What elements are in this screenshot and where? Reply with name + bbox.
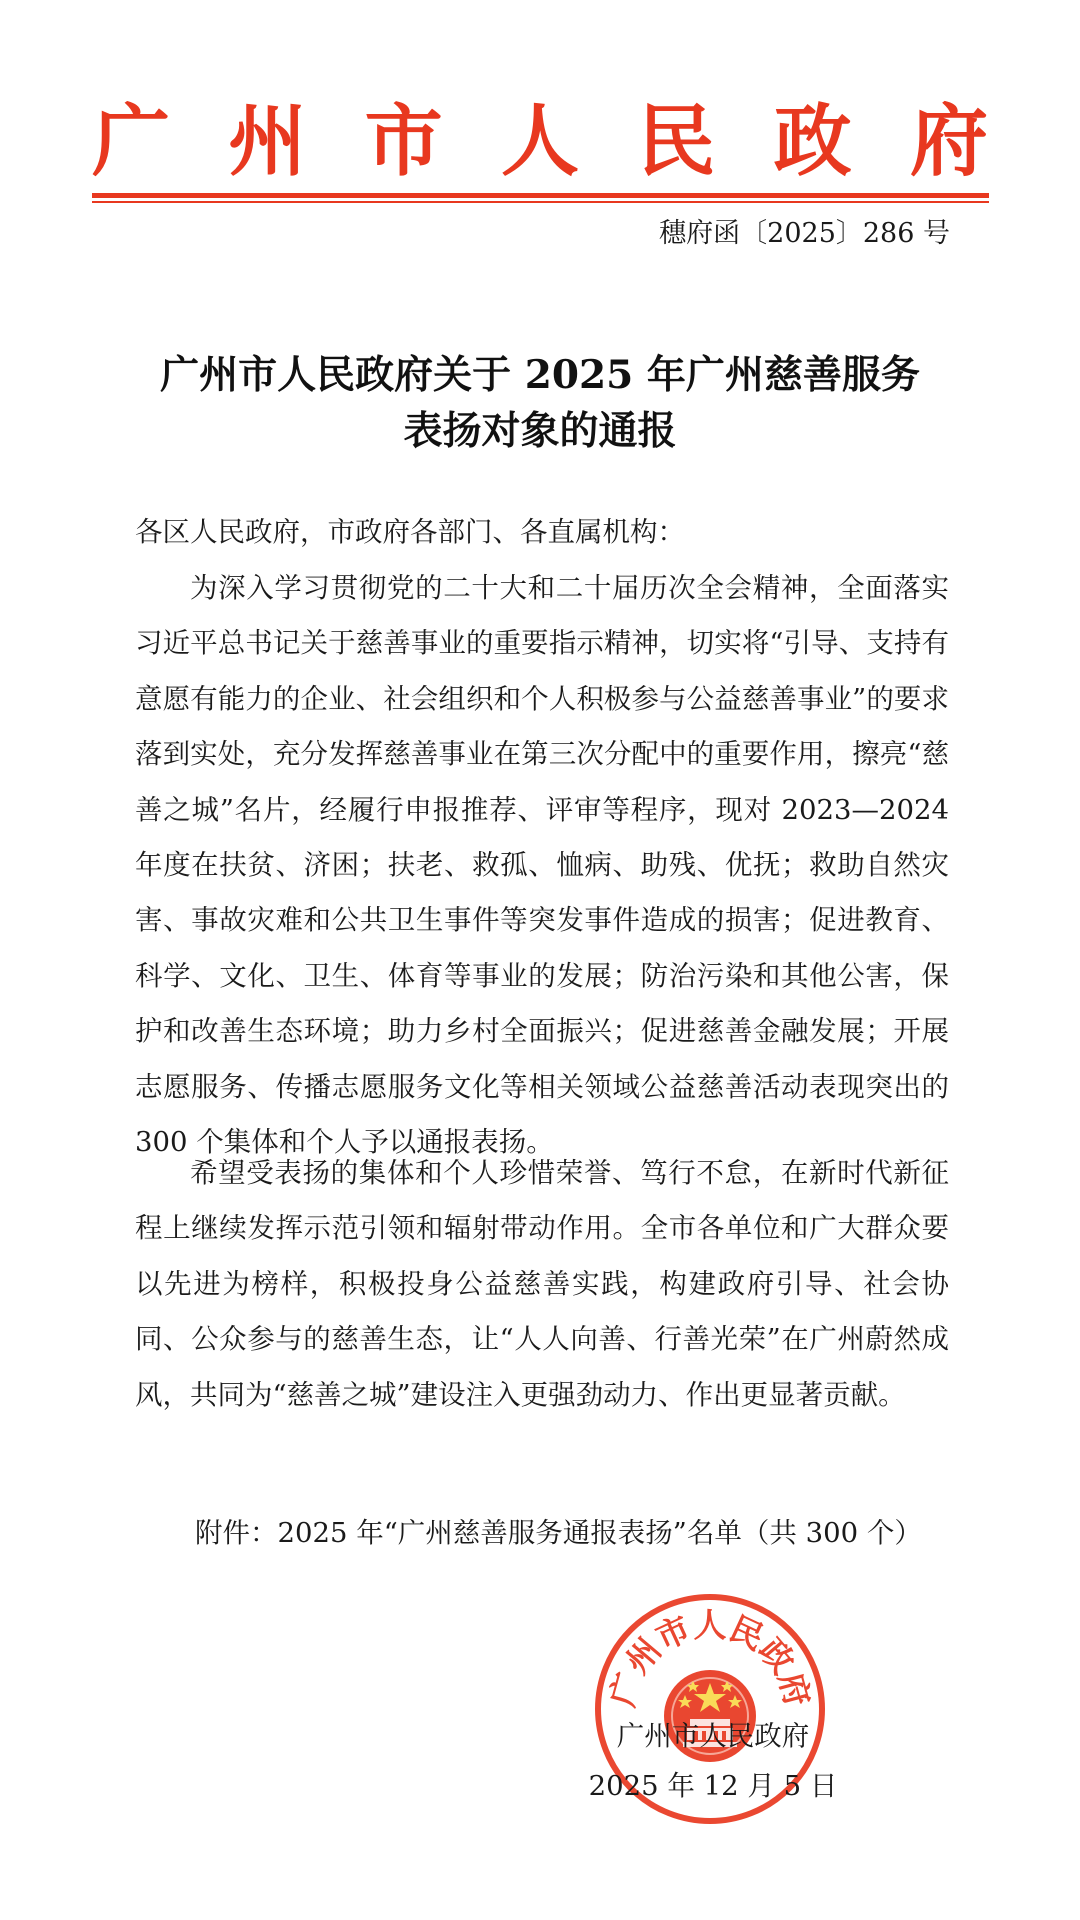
document-number: 穗府函〔2025〕286 号: [659, 218, 950, 249]
masthead-char: 人: [500, 96, 579, 187]
masthead-rule-thick: [92, 193, 989, 198]
document-title-line2: 表扬对象的通报: [403, 408, 677, 454]
masthead-char: 府: [909, 96, 988, 187]
seal-text: 广州市人民政府: [602, 1605, 818, 1711]
masthead-char: 州: [228, 96, 307, 187]
body-paragraph-2: 希望受表扬的集体和个人珍惜荣誉、笃行不怠，在新时代新征程上继续发挥示范引领和辐射带动作用。全市各单位和广大群众要以先进为榜样，积极投身公益慈善实践，构建政府引导、社会协同、公众参与的慈善生态，让“人人向善、行善光荣”在广州蔚然成风，共同为“慈善之城”建设注入更强劲动力、作出更显著贡献。: [135, 1157, 949, 1411]
body-paragraph-1: 为深入学习贯彻党的二十大和二十届历次全会精神，全面落实习近平总书记关于慈善事业的重要指示精神，切实将“引导、支持有意愿有能力的企业、社会组织和个人积极参与公益慈善事业”的要求落到实处，充分发挥慈善事业在第三次分配中的重要作用，擦亮“慈善之城”名片，经履行申报推荐、评审等程序，现对 2023—2024 年度在扶贫、济困；扶老、救孤、恤病、助残、优抚；救助自然灾害、事故灾难和公共卫生事件等突发事件造成的损害；促进教育、科学、文化、卫生、体育等事业的发展；防治污染和其他公害，保护和改善生态环境；助力乡村全面振兴；促进慈善金融发展；开展志愿服务、传播志愿服务文化等相关领域公益慈善活动表现突出的 300 个集体和个人予以通报表扬。: [135, 572, 949, 1159]
salutation: 各区人民政府，市政府各部门、各直属机构：: [135, 516, 685, 548]
attachment-note: 附件：2025 年“广州慈善服务通报表扬”名单（共 300 个）: [195, 1517, 922, 1549]
signature-organization: 广州市人民政府: [616, 1720, 810, 1752]
masthead-rule-thin: [92, 201, 989, 203]
masthead-char: 广: [92, 96, 171, 187]
signature-date: 2025 年 12 月 5 日: [588, 1770, 838, 1802]
document-title-line1: 广州市人民政府关于 2025 年广州慈善服务: [160, 352, 920, 398]
masthead-char: 政: [773, 96, 852, 187]
masthead: [92, 92, 988, 192]
masthead-char: 民: [637, 96, 716, 187]
masthead-char: 市: [364, 96, 443, 187]
